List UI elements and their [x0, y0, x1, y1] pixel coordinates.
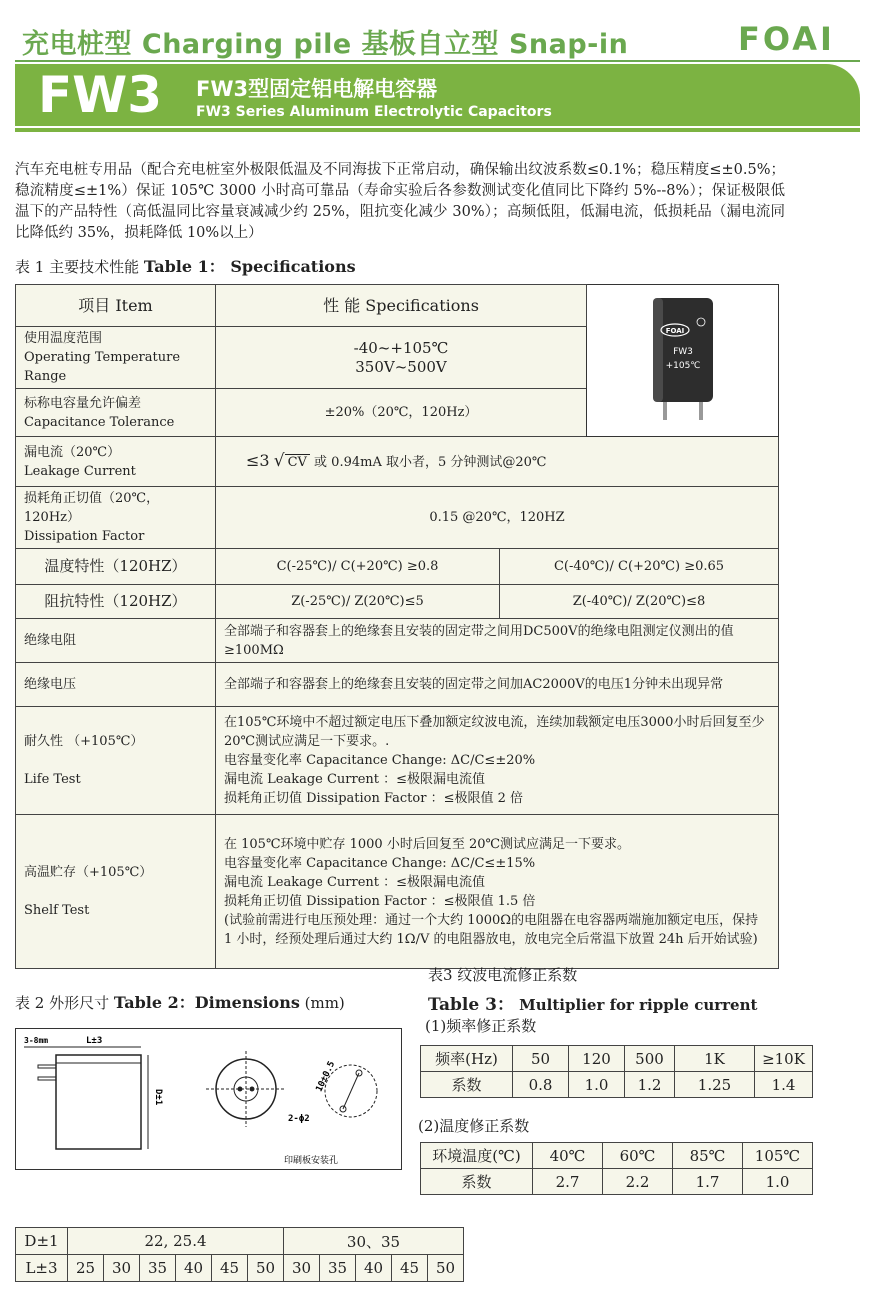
op-temp-label: 使用温度范围 Operating Temperature Range [16, 327, 216, 389]
freq-value-cell: 系数 [421, 1072, 513, 1098]
ins-res-value: 全部端子和容器套上的绝缘套且安装的固定带之间用DC500V的绝缘电阻测定仪测出的值≥100MΩ [216, 619, 779, 663]
l-value: 45 [392, 1255, 428, 1282]
leakage-value: ≤3 √ CV 或 0.94mA 取小者，5 分钟测试@20℃ [216, 437, 779, 487]
l-value: 35 [140, 1255, 176, 1282]
temp-char-value-2: C(-40℃)/ C(+20℃) ≥0.65 [500, 549, 779, 585]
l-value: 50 [428, 1255, 464, 1282]
header-spec: 性 能 Specifications [216, 285, 587, 327]
l-value: 40 [176, 1255, 212, 1282]
dimension-drawing [15, 1028, 402, 1170]
table1-title-en: Table 1： Specifications [143, 257, 356, 276]
cap-tol-label: 标称电容量允许偏差 Capacitance Tolerance [16, 389, 216, 437]
table3-title-cn: 表3 纹波电流修正系数 [428, 966, 578, 984]
freq-header-cell: 500 [625, 1046, 675, 1072]
temp-header-cell: 105℃ [743, 1143, 813, 1169]
pcb-holes-caption: 印刷板安装孔 [284, 1156, 339, 1166]
shelf-value: 在 105℃环境中贮存 1000 小时后回复至 20℃测试应满足一下要求。 电容量变化率 Capacitance Change: ΔC/C≤±15% 漏电流 Leakage Current ：≤极限漏电流值 损耗角正切值 Dissipation Factor ：≤极限值 1.5 倍 (试验前需进行电压预处理：通过一个大约 1000Ω的电阻器在电容器两端施加额定电压，保持 1 小时，经预处理后通过大约 1Ω/V 的电阻器放电，放电完全后常温下放置 24h 后开始试验) [216, 815, 779, 969]
dimension-table [15, 1227, 464, 1282]
body-length-label: L±3 [86, 1036, 103, 1046]
table1-title [15, 254, 356, 277]
temp-coef-table [420, 1142, 813, 1195]
series-title: 充电桩型 Charging pile 基板自立型 Snap-in [22, 29, 629, 60]
freq-header-cell: 频率(Hz) [421, 1046, 513, 1072]
table2-title: 表 2 外形尺寸 Table 2：Dimensions (mm) [15, 993, 345, 1012]
ins-volt-value: 全部端子和容器套上的绝缘套且安装的固定带之间加AC2000V的电压1分钟未出现异常 [216, 663, 779, 707]
temp-value-cell: 系数 [421, 1169, 533, 1195]
freq-header-cell: 50 [513, 1046, 569, 1072]
table1-title-cn: 表 1 主要技术性能 [15, 258, 144, 276]
cap-model: FW3 [672, 346, 693, 357]
l-value: 50 [248, 1255, 284, 1282]
life-label: 耐久性 （+105℃） Life Test [16, 707, 216, 815]
ins-res-label: 绝缘电阻 [16, 619, 216, 663]
shelf-label: 高温贮存（+105℃） Shelf Test [16, 815, 216, 969]
freq-coef-title: (1)频率修正系数 [425, 1017, 537, 1035]
freq-value-cell: 1.25 [675, 1072, 755, 1098]
temp-header-cell: 85℃ [673, 1143, 743, 1169]
intro-paragraph: 汽车充电桩专用品（配合充电桩室外极限低温及不同海拔下正常启动，确保输出纹波系数≤0.1%；稳压精度≤±0.5%；稳流精度≤±1%）保证 105℃ 3000 小时高可靠品（寿命实验后各参数测试变化值同比下降约 5%--8%）；保证极限低温下的产品特性（高低温同比容量衰减减少约 25%，阻抗变化减少 30%）；高频低阻，低漏电流，低损耗品（漏电流同比降低约 35%，损耗降低 10%以上） [15, 162, 785, 241]
cap-brand: FOAI [665, 326, 684, 335]
holes-label: 2-ϕ2 [288, 1114, 310, 1124]
header-item: 项目 Item [16, 285, 216, 327]
capacitor-image [587, 285, 779, 437]
l-label: L±3 [16, 1255, 68, 1282]
l-value: 30 [104, 1255, 140, 1282]
leakage-label: 漏电流（20℃） Leakage Current [16, 437, 216, 487]
df-label: 损耗角正切值（20℃，120Hz） Dissipation Factor [16, 487, 216, 549]
freq-value-cell: 1.4 [755, 1072, 813, 1098]
d-label: D±1 [16, 1228, 68, 1255]
spec-table [15, 284, 779, 969]
l-value: 25 [68, 1255, 104, 1282]
ins-volt-label: 绝缘电压 [16, 663, 216, 707]
freq-header-cell: 120 [569, 1046, 625, 1072]
d-group-1: 22, 25.4 [68, 1228, 284, 1255]
header-rule [15, 60, 860, 62]
diameter-label: D±1 [153, 1089, 163, 1106]
pitch-label: 10±0.5 [314, 1059, 338, 1094]
product-title-en: FW3 Series Aluminum Electrolytic Capacitors [196, 104, 552, 120]
temp-header-cell: 环境温度(℃) [421, 1143, 533, 1169]
d-group-2: 30、35 [284, 1228, 464, 1255]
cap-temp: +105℃ [665, 360, 700, 371]
freq-value-cell: 0.8 [513, 1072, 569, 1098]
op-temp-value: -40~+105℃ 350V~500V [216, 327, 587, 389]
l-value: 40 [356, 1255, 392, 1282]
temp-char-value-1: C(-25℃)/ C(+20℃) ≥0.8 [216, 549, 500, 585]
product-title-cn: FW3型固定铝电解电容器 [196, 77, 438, 101]
temp-header-cell: 60℃ [603, 1143, 673, 1169]
brand-logo: FOAI [738, 20, 835, 58]
freq-value-cell: 1.2 [625, 1072, 675, 1098]
imp-char-label: 阻抗特性（120HZ） [16, 585, 216, 619]
l-value: 45 [212, 1255, 248, 1282]
l-value: 30 [284, 1255, 320, 1282]
dimension-diagram [16, 1029, 401, 1169]
table3-title-en: Table 3： Multiplier for ripple current [428, 995, 758, 1015]
life-value: 在105℃环境中不超过额定电压下叠加额定纹波电流，连续加载额定电压3000小时后回复至少20℃测试应满足一下要求。. 电容量变化率 Capacitance Change: ΔC/C≤±20% 漏电流 Leakage Current ：≤极限漏电流值 损耗角正切值 Dissipation Factor ：≤极限值 2 倍 [216, 707, 779, 815]
cap-tol-value: ±20%（20℃，120Hz） [216, 389, 587, 437]
banner-underline [15, 128, 860, 132]
lead-length-label: 3-8mm [24, 1036, 49, 1045]
freq-coef-table [420, 1045, 813, 1098]
model-name: FW3 [38, 66, 163, 124]
freq-value-cell: 1.0 [569, 1072, 625, 1098]
temp-value-cell: 1.0 [743, 1169, 813, 1195]
imp-char-value-2: Z(-40℃)/ Z(20℃)≤8 [500, 585, 779, 619]
temp-coef-title: (2)温度修正系数 [418, 1117, 530, 1135]
freq-header-cell: ≥10K [755, 1046, 813, 1072]
temp-header-cell: 40℃ [533, 1143, 603, 1169]
df-value: 0.15 @20℃，120HZ [216, 487, 779, 549]
temp-char-label: 温度特性（120HZ） [16, 549, 216, 585]
temp-value-cell: 2.7 [533, 1169, 603, 1195]
temp-value-cell: 1.7 [673, 1169, 743, 1195]
capacitor-icon [623, 294, 743, 422]
imp-char-value-1: Z(-25℃)/ Z(20℃)≤5 [216, 585, 500, 619]
freq-header-cell: 1K [675, 1046, 755, 1072]
temp-value-cell: 2.2 [603, 1169, 673, 1195]
l-value: 35 [320, 1255, 356, 1282]
